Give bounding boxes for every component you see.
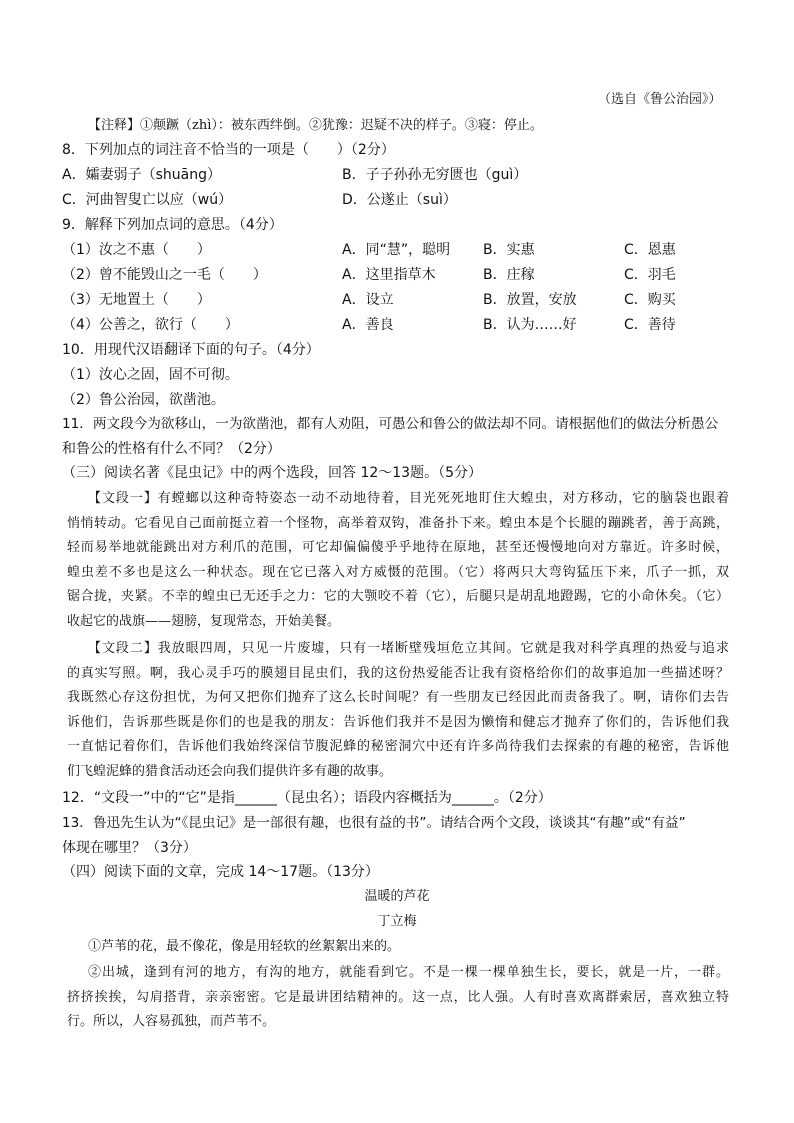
question-9-choice-a: A．同“慧”，聪明 xyxy=(342,242,451,258)
excerpt-1 xyxy=(67,487,729,635)
question-9-stem: 9．解释下列加点词的意思。（4分） xyxy=(62,217,283,233)
question-9-choice-c: C．购买 xyxy=(624,292,676,308)
excerpt-2-line: 们飞蝗泥蜂的猎食活动还会向我们提供许多有趣的故事。 xyxy=(67,763,393,779)
question-9-choice-c: C．恩惠 xyxy=(624,242,676,258)
excerpt-2-line: 的真实写照。啊，我心灵手巧的膜翅目昆虫们，我的这份热爱能否让我有资格给你们的故事追加一些描述呀？ xyxy=(67,665,729,681)
section-3-heading: （三）阅读名著《昆虫记》中的两个选段，回答 12～13题。（5分） xyxy=(62,465,482,481)
question-9-item: （4）公善之，欲行（ ） xyxy=(62,317,239,333)
question-9-item: （2）曾不能毁山之一毛（ ） xyxy=(62,267,267,283)
question-9-choice-b: B．认为……好 xyxy=(483,317,577,333)
article-paragraph-2-line: ②出城，逢到有河的地方，有沟的地方，就能看到它。不是一棵一棵单独生长，要长，就是一片，一群。 xyxy=(88,965,729,980)
source-citation: （选自《鲁公治园》） xyxy=(598,92,722,107)
article-paragraph-1: ①芦苇的花，最不像花，像是用轻软的丝絮絮出来的。 xyxy=(88,939,401,954)
excerpt-1-line: 轻而易举地就能跳出对方利爪的范围，可它却偏偏傻乎乎地待在原地，甚至还慢慢地向对方靠近。许多时候， xyxy=(67,540,729,556)
article-title: 温暖的芦花 xyxy=(364,889,430,904)
question-9-choice-c: C．善待 xyxy=(624,317,676,333)
question-13-line-1: 13．鲁迅先生认为“《昆虫记》是一部很有趣，也很有益的书”。请结合两个文段，谈谈其“有趣”或“有益” xyxy=(62,815,686,831)
question-8-option-d: D．公遂止（suì） xyxy=(342,192,457,208)
question-8-stem: 8．下列加点的词注音不恰当的一项是（ ）（2分） xyxy=(62,142,395,158)
excerpt-1-line: 悄悄转动。它看见自己面前挺立着一个怪物，高举着双钩，准备扑下来。蝗虫本是个长腿的蹦跳者，善于高跳， xyxy=(67,515,729,531)
question-9-item: （1）汝之不惠（ ） xyxy=(62,242,211,258)
question-9-choice-b: B．放置，安放 xyxy=(483,292,577,308)
question-9-choice-b: B．庄稼 xyxy=(483,267,535,283)
question-9-choice-a: A．设立 xyxy=(342,292,394,308)
article-author: 丁立梅 xyxy=(377,914,417,929)
annotation-note: 【注释】①颠蹶（zhì）：被东西绊倒。②犹豫：迟疑不决的样子。③寝：停止。 xyxy=(88,118,543,133)
article-paragraph-2 xyxy=(67,961,729,1035)
question-8-option-a: A．孀妻弱子（shuāng） xyxy=(62,167,221,183)
excerpt-2 xyxy=(67,637,729,785)
excerpt-1-line: 【文段一】有螳螂以这种奇特姿态一动不动地待着，目光死死地盯住大蝗虫，对方移动，它的脑袋也跟着 xyxy=(88,491,729,506)
question-10-sentence-1: （1）汝心之固，固不可彻。 xyxy=(62,367,239,383)
question-9-choice-a: A．善良 xyxy=(342,317,394,333)
excerpt-2-line: 我既然心存这份担忧，为何又把你们抛弃了这么长时间呢？有一些朋友已经因此而责备我了。啊，请你们去告 xyxy=(67,690,729,706)
question-11-line-1: 11．两文段今为欲移山，一为欲凿池，都有人劝阻，可愚公和鲁公的做法却不同。请根据他们的做法分析愚公 xyxy=(62,416,719,432)
excerpt-1-line: 蝗虫差不多也是这么一种状态。现在它已落入对方威慑的范围。（它）将两只大弯钩猛压下来，爪子一抓，双 xyxy=(67,564,729,580)
question-12: 12．“文段一”中的“它”是指______（昆虫名）；语段内容概括为______。（2分） xyxy=(62,790,552,806)
question-9-choice-b: B．实惠 xyxy=(483,242,535,258)
question-9-item: （3）无地置土（ ） xyxy=(62,292,211,308)
question-13-line-2: 体现在哪里？（3分） xyxy=(62,840,197,856)
excerpt-1-line: 锯合拢，夹紧。不幸的蝗虫已无还手之力：它的大颚咬不着（它），后腿只是胡乱地蹬踢，它的小命休矣。（它） xyxy=(67,589,729,605)
article-paragraph-2-line: 挤挤挨挨，勾肩搭背，亲亲密密。它是最讲团结精神的。这一点，比人强。人有时喜欢离群索居，喜欢独立特 xyxy=(67,989,729,1005)
question-9-choice-c: C．羽毛 xyxy=(624,267,676,283)
article-paragraph-2-line: 行。所以，人容易孤独，而芦苇不。 xyxy=(67,1014,276,1030)
excerpt-1-line: 收起它的战旗——翅膀，复现常态，开始美餐。 xyxy=(67,613,341,629)
section-4-heading: （四）阅读下面的文章，完成 14～17题。（13分） xyxy=(62,864,379,880)
question-10-stem: 10．用现代汉语翻译下面的句子。（4分） xyxy=(62,342,320,358)
question-8-option-b: B．子子孙孙无穷匮也（guì） xyxy=(342,167,528,183)
excerpt-2-line: 诉他们，告诉那些既是你们的也是我的朋友：告诉他们我并不是因为懒惰和健忘才抛弃了你们的，告诉他们我 xyxy=(67,714,729,730)
question-11-line-2: 和鲁公的性格有什么不同？（2分） xyxy=(62,441,281,457)
excerpt-2-line: 【文段二】我放眼四周，只见一片废墟，只有一堵断壁残垣危立其间。它就是我对科学真理的热爱与追求 xyxy=(88,641,729,656)
excerpt-2-line: 一直惦记着你们，告诉他们我始终深信节腹泥蜂的秘密洞穴中还有许多尚待我们去探索的有趣的秘密，告诉他 xyxy=(67,739,729,755)
question-9-choice-a: A．这里指草木 xyxy=(342,267,436,283)
question-8-option-c: C．河曲智叟亡以应（wú） xyxy=(62,192,233,208)
question-10-sentence-2: （2）鲁公治园，欲凿池。 xyxy=(62,392,225,408)
